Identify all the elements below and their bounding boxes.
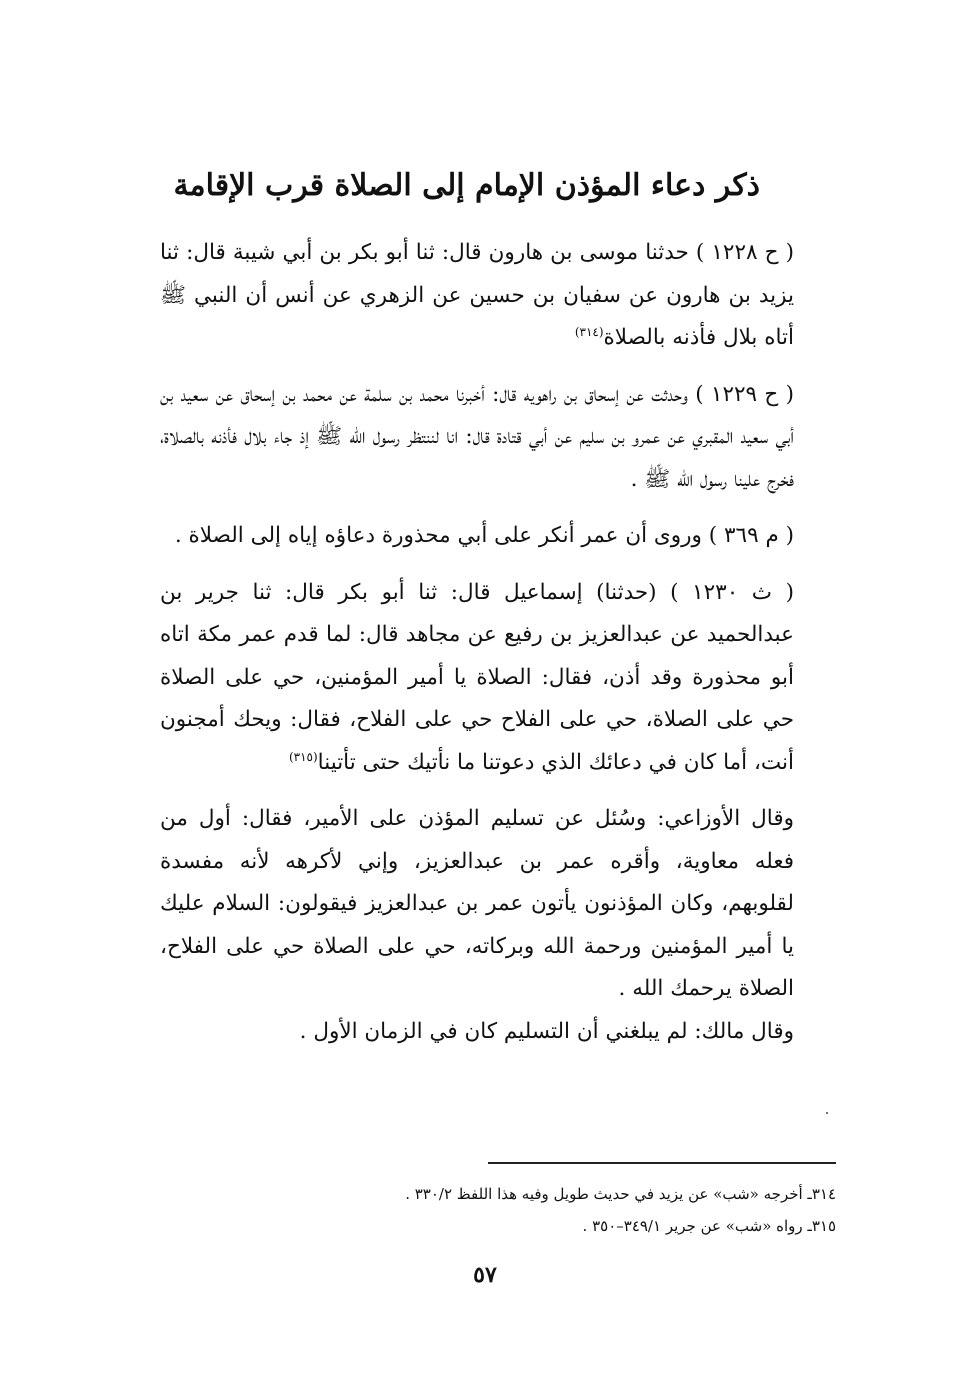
hadith-paragraph xyxy=(160,232,834,360)
hadith-paragraph xyxy=(160,572,834,785)
footnote-item: ٣١٤ـ أخرجه «شب» عن يزيد في حديث طويل وفيه هذا اللفظ ٣٣٠/٢ . xyxy=(405,1185,836,1203)
footnote-reference: (٣١٤) xyxy=(574,324,604,339)
page-title: ذكر دعاء المؤذن الإمام إلى الصلاة قرب الإقامة xyxy=(173,168,760,204)
quote-paragraph xyxy=(160,1011,834,1054)
hadith-paragraph xyxy=(160,515,834,558)
hadith-paragraph xyxy=(160,374,834,502)
scan-speck xyxy=(826,1112,828,1114)
paragraph-text: وقال الأوزاعي: وسُئل عن تسليم المؤذن على الأمير، فقال: أول من فعله معاوية، وأقره عمر بن عبدالعزيز، وإني لأكرهه لأنه مفسدة لقلوبهم، وكان المؤذنون يأتون عمر بن عبدالعزيز فيقولون: السلام عليك يا أمير المؤمنين ورحمة الله وبركاته، حي على الصلاة حي على الفلاح، الصلاة يرحمك الله . xyxy=(160,806,794,1001)
paragraph-text: ( ث ١٢٣٠ ) (حدثنا) إسماعيل قال: ثنا أبو بكر قال: ثنا جرير بن عبدالحميد عن عبدالعزيز بن رفيع عن مجاهد قال: لما قدم عمر مكة اتاه أبو محذورة وقد أذن، فقال: الصلاة يا أمير المؤمنين، حي على الصلاة حي على الصلاة، حي على الفلاح حي على الفلاح، فقال: ويحك أمجنون أنت، أما كان في دعائك الذي دعوتنا ما نأتيك حتى تأتينا xyxy=(160,579,794,775)
footnotes xyxy=(300,1178,836,1242)
footnote-reference: (٣١٥) xyxy=(288,749,318,764)
paragraph-text: وقال مالك: لم يبلغني أن التسليم كان في الزمان الأول . xyxy=(299,1018,794,1044)
paragraph-text: ( ح ١٢٢٨ ) حدثنا موسى بن هارون قال: ثنا أبو بكر بن أبي شيبة قال: ثنا يزيد بن هارون عن سفيان بن حسين عن الزهري عن أنس أن النبي ﷺ أتاه بلال فأذنه بالصلاة xyxy=(160,240,794,350)
quote-paragraph xyxy=(160,798,834,1011)
main-text xyxy=(160,232,834,1067)
paragraph-text: ( م ٣٦٩ ) وروى أن عمر أنكر على أبي محذورة دعاؤه إياه إلى الصلاة . xyxy=(174,523,794,548)
footnote-divider xyxy=(488,1162,836,1164)
page-number: ٥٧ xyxy=(473,1262,497,1288)
paragraph-text: ( ح ١٢٢٩ ) وحدثت عن إسحاق بن راهويه قال: أخبرنا محمد بن سلمة عن محمد بن إسحاق عن سعيد بن أبي سعيد المقبري عن عمرو بن سليم عن أبي قتادة قال: انا لننتظر رسول الله ﷺ إذ جاء بلال فأذنه بالصلاة، فخرج علينا رسول الله ﷺ . xyxy=(160,381,794,492)
footnote-item: ٣١٥ـ رواه «شب» عن جرير ٣٤٩/١–٣٥٠ . xyxy=(582,1217,836,1235)
